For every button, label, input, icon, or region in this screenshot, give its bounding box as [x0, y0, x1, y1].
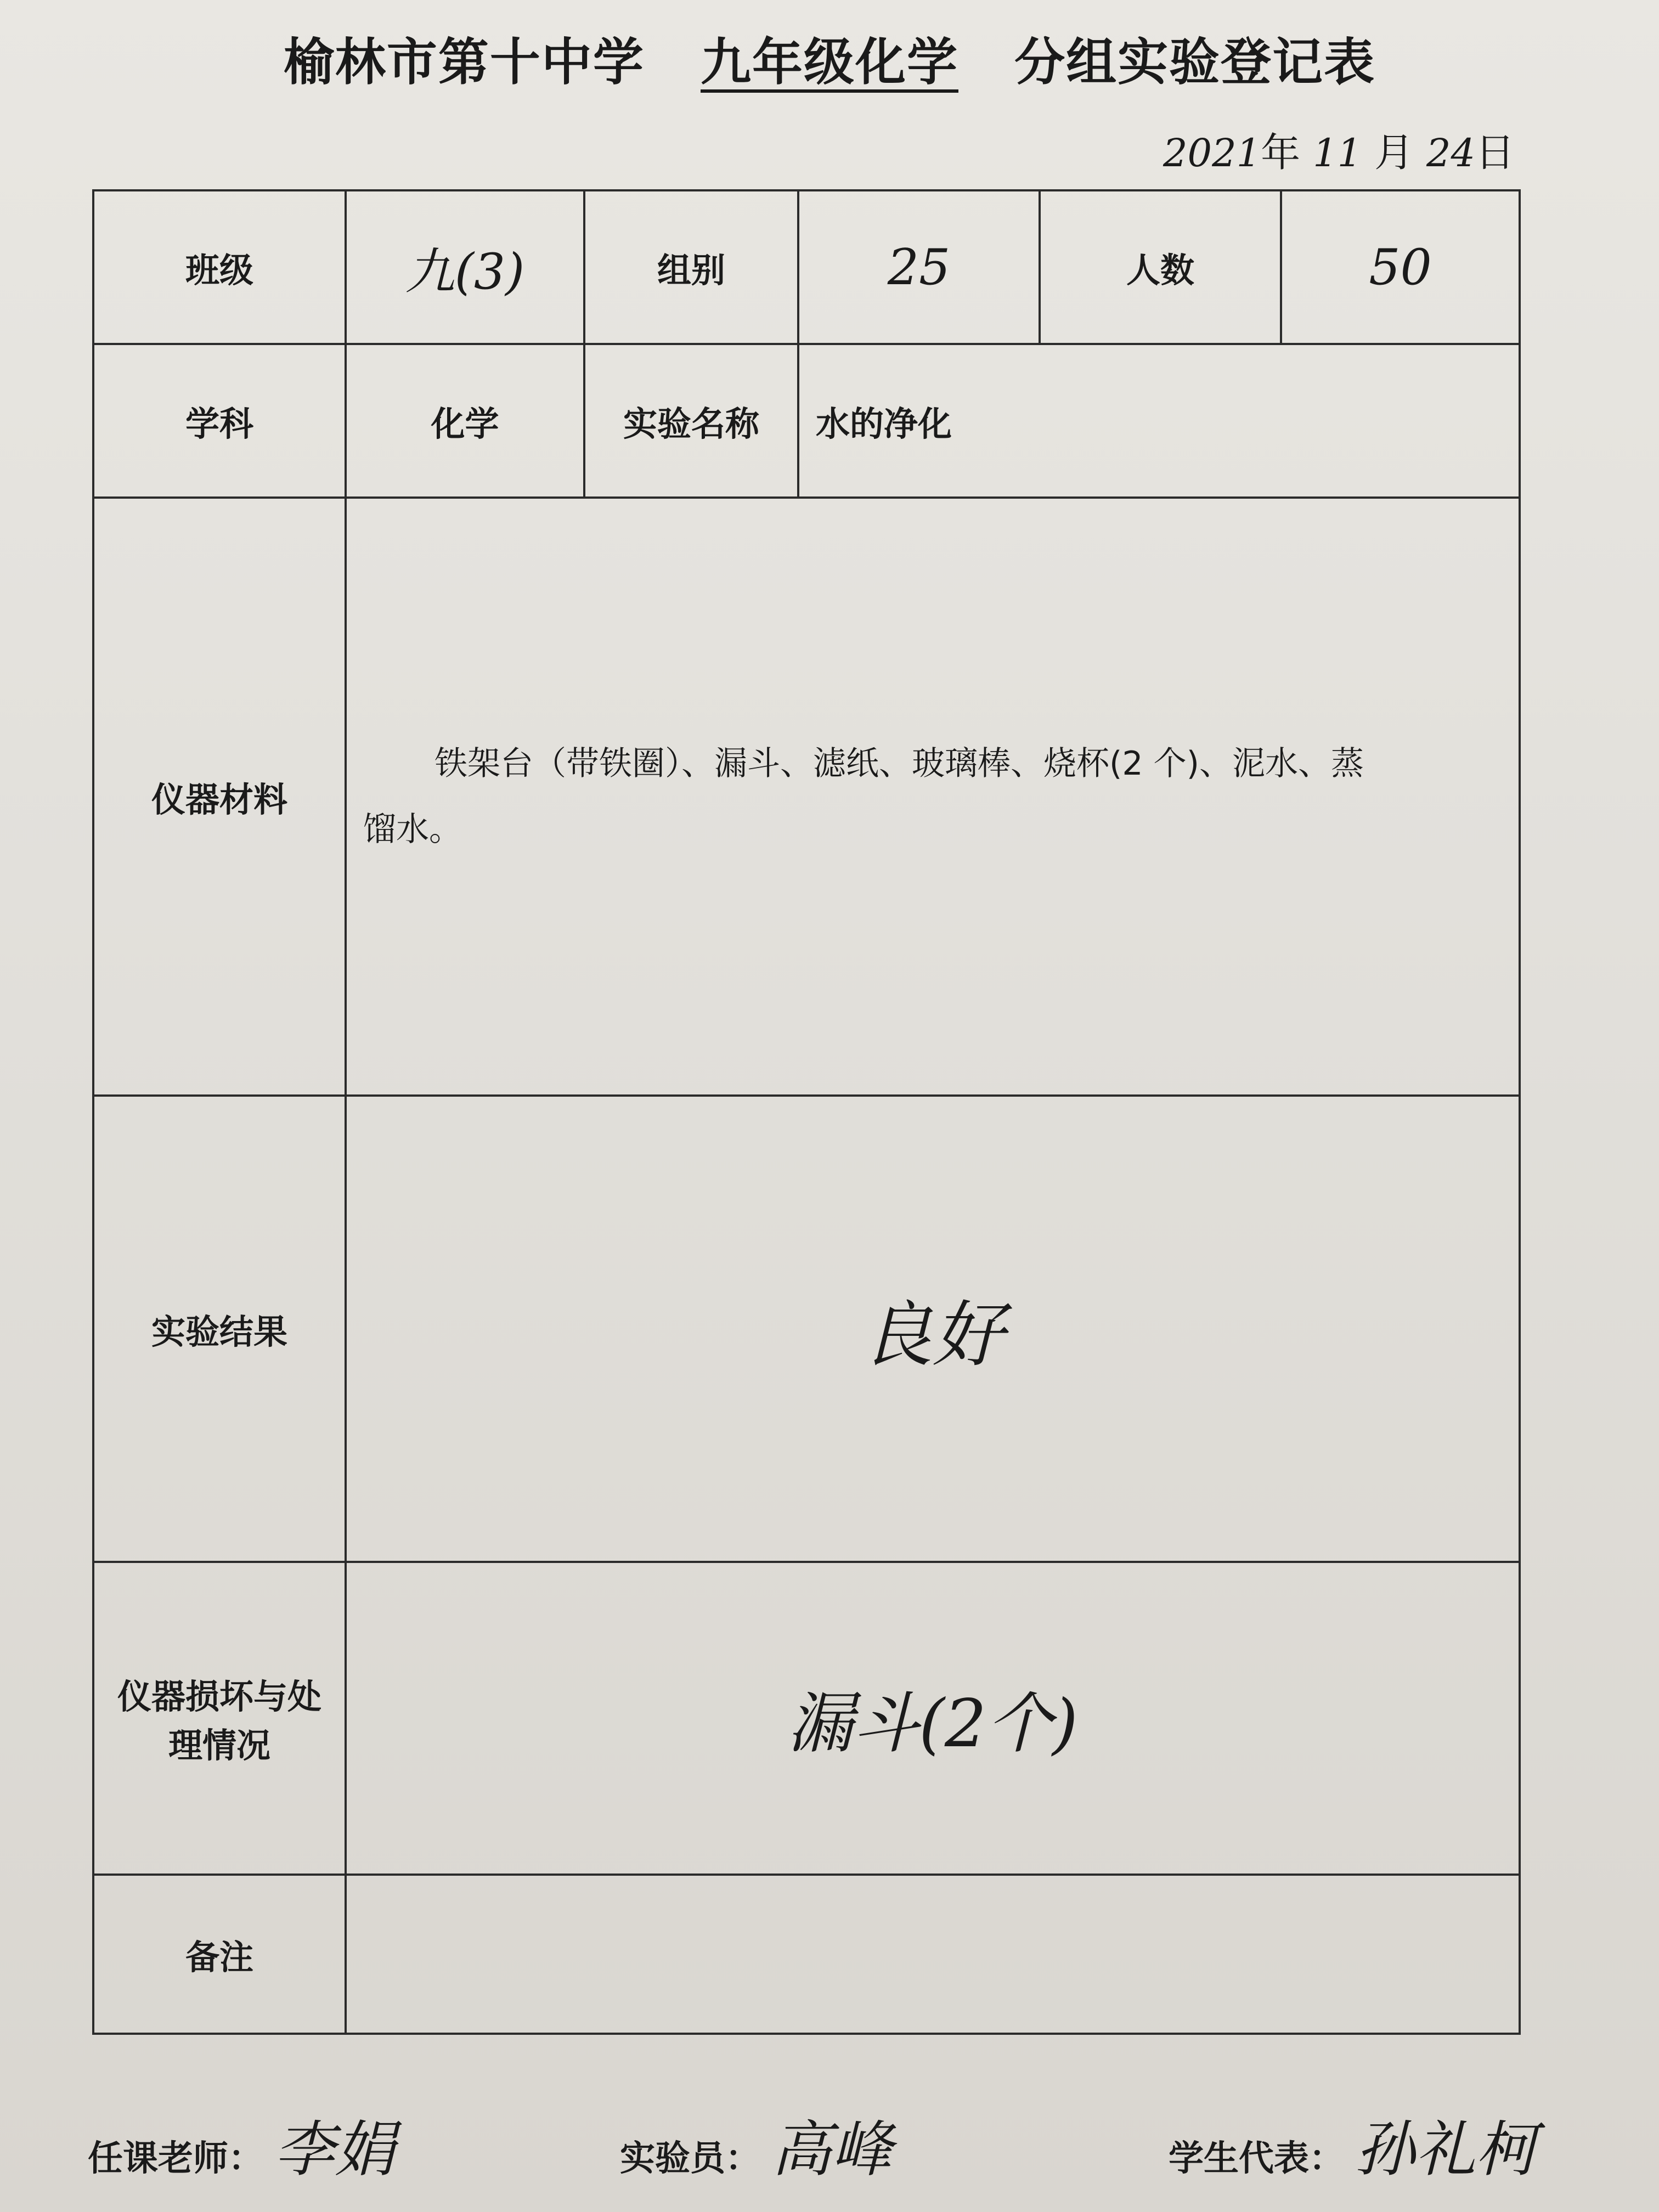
row-result — [93, 1096, 1520, 1562]
date-month-label: 月 — [1374, 129, 1414, 176]
damage-label-line-2: 理情况 — [168, 1725, 270, 1765]
count-value: 50 — [1369, 238, 1432, 296]
school-name: 榆林市第十中学 — [283, 33, 645, 92]
class-label: 班级 — [185, 250, 253, 290]
experiment-value: 水的净化 — [816, 403, 952, 444]
row-subject-info — [93, 344, 1520, 498]
group-label: 组别 — [657, 250, 725, 290]
result-label: 实验结果 — [151, 1311, 287, 1352]
date-year: 2021 — [1163, 131, 1261, 176]
remarks-label: 备注 — [185, 1937, 253, 1977]
student-signature — [1169, 2101, 1536, 2188]
result-value: 良好 — [861, 1293, 1004, 1376]
damage-value-cell[interactable] — [346, 1562, 1520, 1875]
result-label-cell — [93, 1096, 346, 1562]
class-label-cell — [93, 190, 346, 344]
date-day: 24 — [1426, 131, 1476, 176]
student-label: 学生代表： — [1169, 2138, 1344, 2179]
result-value-cell[interactable] — [346, 1096, 1520, 1562]
row-damage — [93, 1562, 1520, 1875]
row-class-info — [93, 190, 1520, 344]
lab-signature — [620, 2101, 892, 2188]
group-value: 25 — [887, 238, 951, 296]
subject-label: 学科 — [185, 403, 253, 444]
experiment-label-cell — [584, 344, 798, 498]
experiment-label: 实验名称 — [623, 403, 759, 444]
materials-line-1: 铁架台（带铁圈）、漏斗、滤纸、玻璃棒、烧杯(2 个)、泥水、蒸 — [435, 744, 1364, 783]
subject-value-cell[interactable] — [346, 344, 584, 498]
materials-label: 仪器材料 — [151, 779, 287, 820]
group-value-cell[interactable] — [798, 190, 1040, 344]
teacher-label: 任课老师： — [88, 2138, 263, 2179]
subject-label-cell — [93, 344, 346, 498]
class-value: 九(3) — [405, 243, 525, 301]
registration-table — [92, 189, 1521, 2035]
date-year-label: 年 — [1261, 129, 1301, 176]
form-name: 分组实验登记表 — [1014, 33, 1376, 92]
experiment-value-cell[interactable] — [798, 344, 1520, 498]
group-label-cell — [584, 190, 798, 344]
student-name: 孙礼柯 — [1355, 2114, 1536, 2185]
subject-value: 化学 — [431, 403, 499, 444]
lab-label: 实验员： — [620, 2138, 760, 2179]
materials-label-cell — [93, 498, 346, 1096]
damage-value: 漏斗(2个) — [787, 1686, 1078, 1762]
count-label-cell — [1040, 190, 1281, 344]
damage-label-line-1: 仪器损坏与处 — [117, 1677, 321, 1717]
lab-name: 高峰 — [771, 2114, 892, 2185]
date-month: 11 — [1313, 131, 1362, 176]
teacher-signature — [88, 2101, 395, 2188]
date-line — [1163, 121, 1515, 178]
count-label: 人数 — [1126, 250, 1194, 290]
teacher-name: 李娟 — [274, 2114, 395, 2185]
remarks-value-cell[interactable] — [346, 1875, 1520, 2034]
count-value-cell[interactable] — [1281, 190, 1520, 344]
damage-label-cell — [93, 1562, 346, 1875]
remarks-label-cell — [93, 1875, 346, 2034]
materials-value-cell[interactable] — [346, 498, 1520, 1096]
materials-line-2: 馏水。 — [363, 810, 462, 849]
date-day-label: 日 — [1475, 129, 1515, 176]
row-materials — [93, 498, 1520, 1096]
row-remarks — [93, 1875, 1520, 2034]
form-title — [0, 22, 1659, 94]
signature-row — [0, 2101, 1659, 2185]
class-value-cell[interactable] — [346, 190, 584, 344]
course-name: 九年级化学 — [700, 33, 958, 92]
